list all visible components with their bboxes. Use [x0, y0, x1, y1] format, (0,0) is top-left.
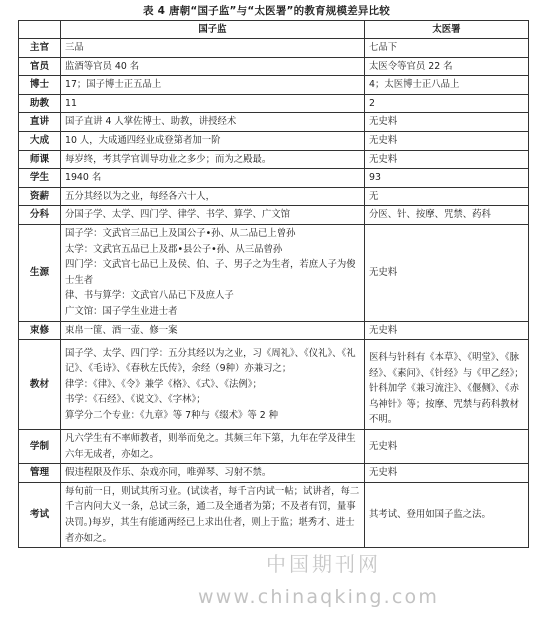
cell-taiyishu: 无史料	[365, 113, 529, 132]
header-corner-cell	[19, 21, 61, 39]
table-header-row	[19, 21, 529, 39]
cell-taiyishu: 医科与针科有《本草》、《明堂》、《脉经》、《素问》、《针经》与《甲乙经》；针科加学《兼习流注》、《偃侧》、《赤乌神针》等；按摩、咒禁与药科教材不明。	[365, 340, 529, 430]
row-label: 管理	[19, 464, 61, 483]
table-row	[19, 39, 529, 58]
header-taiyishu: 太医署	[365, 21, 529, 39]
cell-taiyishu: 无史料	[365, 131, 529, 150]
cell-taiyishu: 93	[365, 169, 529, 188]
cell-guozijian: 国子学：文武官三品已上及国公子•孙、从二品已上曾孙 太学：文武官五品已上及郡•县公子•孙、从三品曾孙 四门学：文武官七品已上及侯、伯、子、男子之为生者，若庶人子为俊士生者 律、书与算学：文武官八品已下及庶人子 广文馆：国子学生业进士者	[61, 224, 365, 321]
row-label: 生源	[19, 224, 61, 321]
row-label: 学生	[19, 169, 61, 188]
cell-taiyishu: 七品下	[365, 39, 529, 58]
row-label: 学制	[19, 430, 61, 464]
row-label: 博士	[19, 76, 61, 95]
table-row	[19, 464, 529, 483]
table-row	[19, 206, 529, 225]
cell-taiyishu: 太医令等官员 22 名	[365, 57, 529, 76]
row-label: 大成	[19, 131, 61, 150]
row-label: 考试	[19, 482, 61, 547]
row-label: 助教	[19, 94, 61, 113]
table-row	[19, 113, 529, 132]
table-row	[19, 430, 529, 464]
cell-guozijian: 10 人，大成通四经业成登第者加一阶	[61, 131, 365, 150]
cell-taiyishu: 2	[365, 94, 529, 113]
table-row	[19, 131, 529, 150]
cell-guozijian: 1940 名	[61, 169, 365, 188]
cell-taiyishu: 无史料	[365, 430, 529, 464]
cell-taiyishu: 无	[365, 187, 529, 206]
cell-taiyishu: 无史料	[365, 464, 529, 483]
table-row	[19, 340, 529, 430]
table-row	[19, 76, 529, 95]
header-guozijian: 国子监	[61, 21, 365, 39]
table-caption: 表 4 唐朝“国子监”与“太医署”的教育规模差异比较	[143, 5, 390, 17]
table-row	[19, 94, 529, 113]
cell-guozijian: 每岁终，考其学官训导功业之多少；而为之殿最。	[61, 150, 365, 169]
table-row	[19, 482, 529, 547]
cell-guozijian: 监酒等官员 40 名	[61, 57, 365, 76]
watermark-site-name: 中国期刊网	[266, 552, 381, 576]
cell-guozijian: 假违程限及作乐、杂戏亦同，唯弹琴、习射不禁。	[61, 464, 365, 483]
cell-guozijian: 五分其经以为之业，每经各六十人，	[61, 187, 365, 206]
table-row	[19, 321, 529, 340]
row-label: 官员	[19, 57, 61, 76]
cell-guozijian: 凡六学生有不率师教者，则举而免之。其频三年下第，九年在学及律生六年无成者，亦如之。	[61, 430, 365, 464]
table-row	[19, 150, 529, 169]
row-label: 师课	[19, 150, 61, 169]
cell-taiyishu: 无史料	[365, 321, 529, 340]
comparison-table	[18, 20, 529, 548]
table-row	[19, 57, 529, 76]
row-label: 直讲	[19, 113, 61, 132]
cell-guozijian: 国子直讲 4 人掌佐博士、助教，讲授经术	[61, 113, 365, 132]
row-label: 分科	[19, 206, 61, 225]
cell-guozijian: 分国子学、太学、四门学、律学、书学、算学、广文馆	[61, 206, 365, 225]
row-label: 束修	[19, 321, 61, 340]
cell-taiyishu: 其考试、登用如国子监之法。	[365, 482, 529, 547]
cell-guozijian: 束帛一篚、酒一壶、修一案	[61, 321, 365, 340]
cell-guozijian: 11	[61, 94, 365, 113]
cell-taiyishu: 4；太医博士正八品上	[365, 76, 529, 95]
table-row	[19, 187, 529, 206]
row-label: 教材	[19, 340, 61, 430]
cell-taiyishu: 无史料	[365, 150, 529, 169]
cell-taiyishu: 无史料	[365, 224, 529, 321]
table-row	[19, 224, 529, 321]
cell-taiyishu: 分医、针、按摩、咒禁、药科	[365, 206, 529, 225]
cell-guozijian: 17；国子博士正五品上	[61, 76, 365, 95]
cell-guozijian: 每旬前一日，则试其所习业。(试读者，每千言内试一帖；试讲者，每二千言内问大义一条，总试三条，通二及全通者为第；不及者有罚，量事决罚。)每岁，其生有能通两经已上求出仕者，则上于监；堪秀才、进士者亦如之。	[61, 482, 365, 547]
cell-guozijian: 三品	[61, 39, 365, 58]
table-row	[19, 169, 529, 188]
row-label: 资薪	[19, 187, 61, 206]
row-label: 主官	[19, 39, 61, 58]
cell-guozijian: 国子学、太学、四门学：五分其经以为之业，习《周礼》、《仪礼》、《礼记》、《毛诗》、《春秋左氏传》，余经（9种）亦兼习之； 律学：《律》、《令》兼学《格》、《式》、《法例》； 书学：《石经》、《说文》、《字林》； 算学分二个专业：《九章》等 7种与《缀术》等 2 种	[61, 340, 365, 430]
watermark-url: www.chinaqking.com	[198, 586, 440, 608]
